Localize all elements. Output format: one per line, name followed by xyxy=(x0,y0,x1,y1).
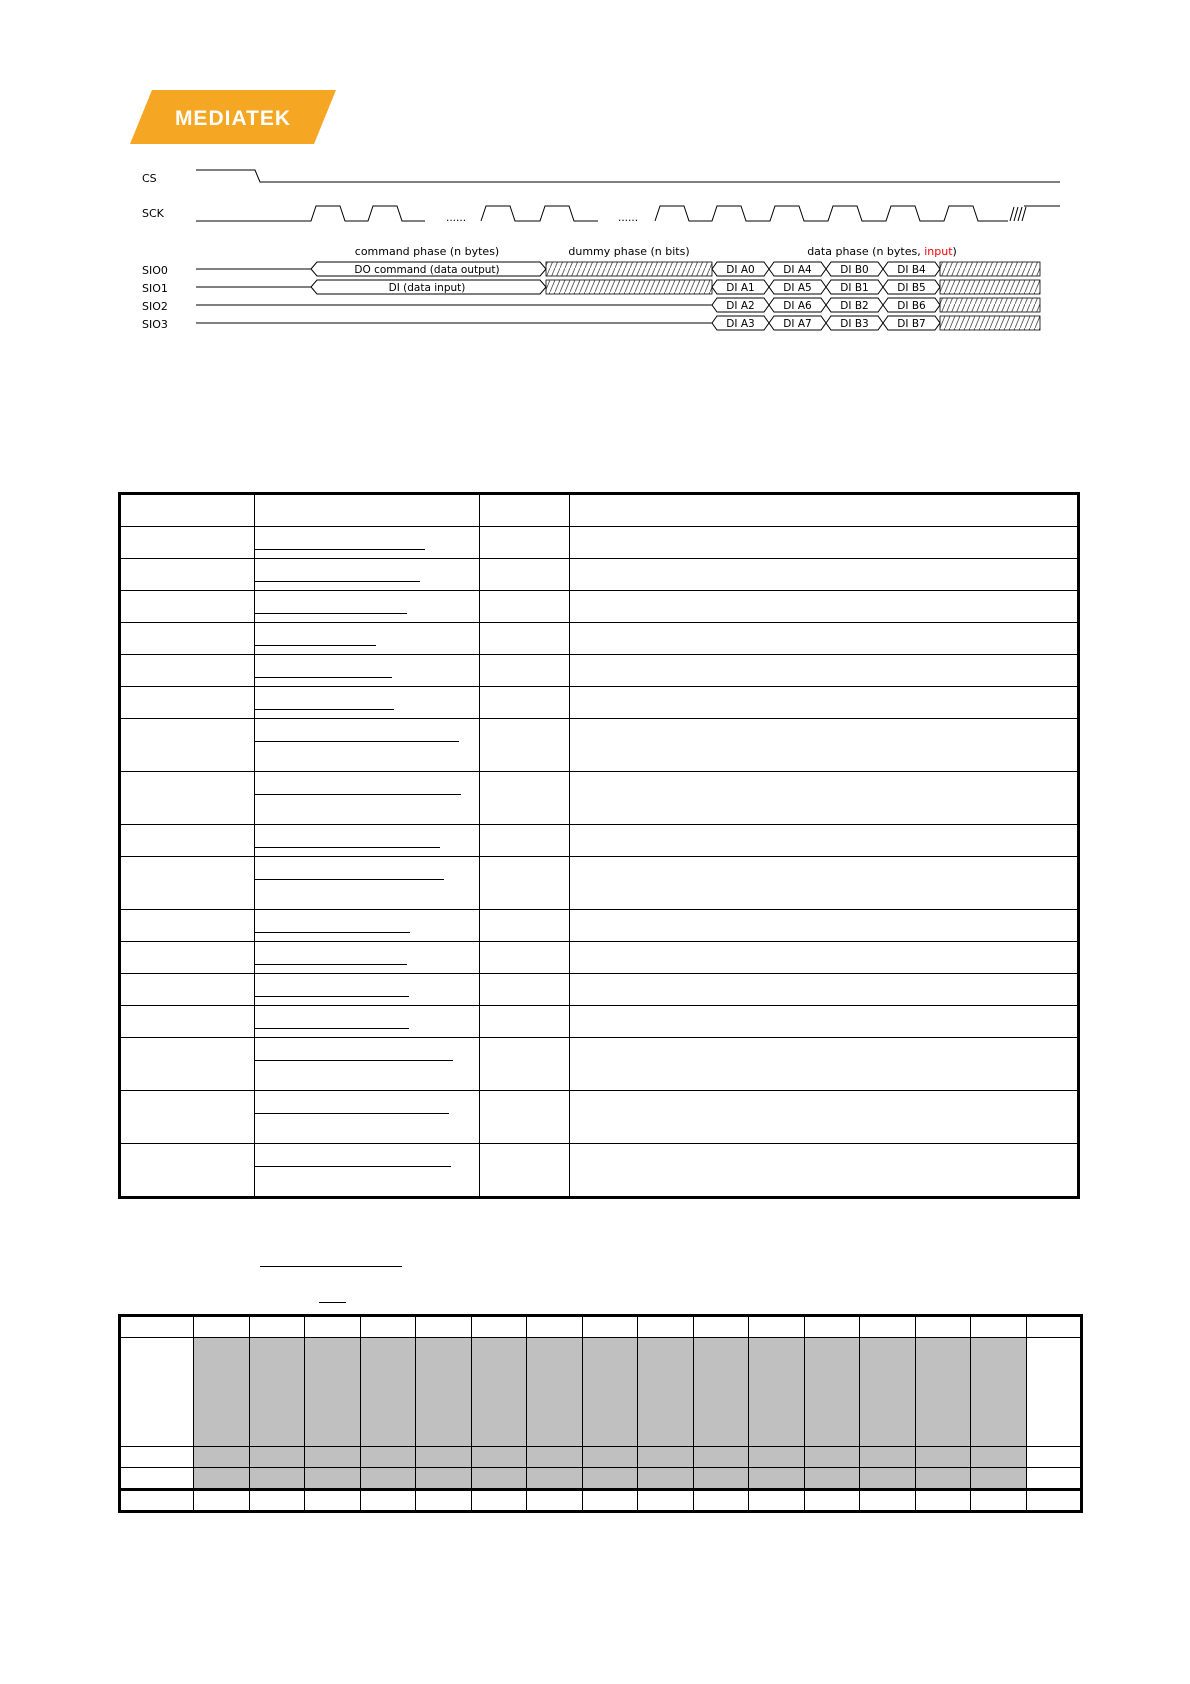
bit-cell xyxy=(249,1468,305,1490)
table-cell xyxy=(120,719,255,772)
cs-waveform xyxy=(196,170,1060,182)
bit-cell xyxy=(749,1468,805,1490)
bit-cell xyxy=(416,1468,472,1490)
table-cell xyxy=(120,857,255,910)
bit-cell xyxy=(804,1316,860,1338)
table-cell xyxy=(480,655,570,687)
table-cell xyxy=(570,1091,1079,1144)
bit-cell xyxy=(860,1316,916,1338)
sck-waveform-2 xyxy=(481,206,598,221)
data-bus-cell-label: DI B5 xyxy=(897,282,926,294)
bit-cell xyxy=(693,1338,749,1447)
table-cell xyxy=(120,1091,255,1144)
table-cell xyxy=(480,1038,570,1091)
bit-cell xyxy=(971,1490,1027,1512)
table-cell xyxy=(480,772,570,825)
table-cell xyxy=(570,591,1079,623)
bit-cell xyxy=(1026,1468,1082,1490)
bit-cell xyxy=(638,1338,694,1447)
bit-cell xyxy=(416,1338,472,1447)
bit-cell xyxy=(360,1468,416,1490)
bit-table-footer-row xyxy=(120,1490,1082,1512)
data-phase-highlight: input xyxy=(924,245,953,258)
bit-cell xyxy=(194,1490,250,1512)
bit-cell xyxy=(471,1338,527,1447)
table-cell xyxy=(255,1144,480,1198)
bit-cell xyxy=(527,1447,583,1468)
sck-hatch-end xyxy=(1010,206,1060,221)
table-row xyxy=(120,974,1079,1006)
table-cell xyxy=(570,857,1079,910)
hyperlink-underline[interactable] xyxy=(255,932,410,933)
table-cell xyxy=(255,910,480,942)
signal-label-sio0: SIO0 xyxy=(142,264,168,277)
bit-cell xyxy=(305,1490,361,1512)
register-table xyxy=(118,492,1080,1199)
bit-cell xyxy=(360,1447,416,1468)
table-cell xyxy=(120,974,255,1006)
bit-cell xyxy=(360,1316,416,1338)
bit-cell xyxy=(915,1468,971,1490)
signal-label-sio2: SIO2 xyxy=(142,300,168,313)
table-cell xyxy=(570,1038,1079,1091)
table-cell xyxy=(570,974,1079,1006)
bit-table-name-row xyxy=(120,1338,1082,1447)
bit-cell xyxy=(971,1468,1027,1490)
bit-cell xyxy=(360,1490,416,1512)
bit-cell xyxy=(527,1316,583,1338)
table-cell xyxy=(480,719,570,772)
data-bus-cell-label: DI A7 xyxy=(783,318,812,330)
bit-cell xyxy=(305,1447,361,1468)
table-row xyxy=(120,1091,1079,1144)
bit-cell xyxy=(971,1316,1027,1338)
bit-cell xyxy=(194,1447,250,1468)
table-cell xyxy=(255,655,480,687)
hyperlink-underline[interactable] xyxy=(255,996,409,997)
hyperlink-underline[interactable] xyxy=(255,741,459,742)
table-cell xyxy=(120,825,255,857)
table-cell xyxy=(570,527,1079,559)
table-cell xyxy=(570,910,1079,942)
bit-cell xyxy=(804,1490,860,1512)
sio1-dummy-hatch xyxy=(546,280,712,294)
table-cell xyxy=(120,1144,255,1198)
table-cell xyxy=(120,1038,255,1091)
bit-cell xyxy=(638,1490,694,1512)
data-bus-cell-label: DI B7 xyxy=(897,318,926,330)
data-phase-label xyxy=(807,245,957,258)
hyperlink-underline[interactable] xyxy=(255,581,420,582)
signal-label-sio1: SIO1 xyxy=(142,282,168,295)
data-bus-cell-label: DI B2 xyxy=(840,300,869,312)
bit-cell xyxy=(527,1490,583,1512)
bit-cell xyxy=(915,1490,971,1512)
bit-cell xyxy=(305,1316,361,1338)
bit-cell xyxy=(860,1468,916,1490)
bit-cell xyxy=(416,1490,472,1512)
table-cell xyxy=(120,623,255,655)
table-cell xyxy=(570,1144,1079,1198)
sck-ellipsis-1: ...... xyxy=(446,212,467,224)
bit-cell xyxy=(582,1316,638,1338)
bit-cell xyxy=(471,1490,527,1512)
bit-cell xyxy=(749,1338,805,1447)
command-phase-label: command phase (n bytes) xyxy=(354,245,500,258)
table-cell xyxy=(255,825,480,857)
bit-cell xyxy=(860,1490,916,1512)
table-cell xyxy=(255,559,480,591)
table-cell xyxy=(120,527,255,559)
header-cell xyxy=(480,494,570,527)
table-row xyxy=(120,1038,1079,1091)
bit-cell xyxy=(120,1447,194,1468)
bit-cell xyxy=(582,1447,638,1468)
logo-text: MEDIATEK xyxy=(174,107,292,130)
table-cell xyxy=(255,687,480,719)
table-row xyxy=(120,910,1079,942)
dummy-phase-label: dummy phase (n bits) xyxy=(568,245,690,258)
bit-cell xyxy=(194,1338,250,1447)
bit-cell xyxy=(120,1490,194,1512)
header-cell xyxy=(570,494,1079,527)
data-bus-cell-label: DI B4 xyxy=(897,264,926,276)
bit-cell xyxy=(1026,1338,1082,1447)
table-cell xyxy=(120,559,255,591)
sck-ellipsis-2: ...... xyxy=(618,212,639,224)
table-cell xyxy=(255,1038,480,1091)
table-row xyxy=(120,719,1079,772)
table-row xyxy=(120,559,1079,591)
data-bus-trailing-hatch xyxy=(940,262,1040,276)
table-cell xyxy=(120,655,255,687)
hyperlink-underline[interactable] xyxy=(255,677,392,678)
data-bus-cell-label: DI A6 xyxy=(783,300,812,312)
table-cell xyxy=(570,687,1079,719)
table-cell xyxy=(255,591,480,623)
table-cell xyxy=(480,1091,570,1144)
sio0-dummy-hatch xyxy=(546,262,712,276)
table-cell xyxy=(255,772,480,825)
bit-cell xyxy=(120,1468,194,1490)
bit-cell xyxy=(749,1447,805,1468)
register-table-header-row xyxy=(120,494,1079,527)
bit-cell xyxy=(249,1338,305,1447)
data-bus-cell-label: DI A0 xyxy=(726,264,755,276)
bit-cell xyxy=(915,1447,971,1468)
data-bus-cell-label: DI B1 xyxy=(840,282,869,294)
hyperlink-underline[interactable] xyxy=(255,1028,409,1029)
bit-cell xyxy=(860,1447,916,1468)
bit-cell xyxy=(804,1338,860,1447)
table-cell xyxy=(570,719,1079,772)
bit-cell xyxy=(249,1316,305,1338)
data-bus-trailing-hatch xyxy=(940,298,1040,312)
bit-cell xyxy=(1026,1490,1082,1512)
table-cell xyxy=(120,772,255,825)
bit-cell xyxy=(971,1447,1027,1468)
signal-label-sck: SCK xyxy=(142,207,164,220)
table-cell xyxy=(255,719,480,772)
data-bus-cell-label: DI B0 xyxy=(840,264,869,276)
hyperlink-underline[interactable] xyxy=(255,1060,453,1061)
table-cell xyxy=(480,1006,570,1038)
bit-cell xyxy=(749,1316,805,1338)
bit-cell xyxy=(416,1316,472,1338)
bit-cell xyxy=(804,1468,860,1490)
bit-field-table xyxy=(118,1314,1083,1513)
bit-cell xyxy=(527,1338,583,1447)
bit-cell xyxy=(693,1447,749,1468)
table-row xyxy=(120,857,1079,910)
signal-label-sio3: SIO3 xyxy=(142,318,168,331)
header-cell xyxy=(255,494,480,527)
bit-cell xyxy=(249,1490,305,1512)
bit-cell xyxy=(360,1338,416,1447)
hyperlink-underline[interactable] xyxy=(255,794,461,795)
table-cell xyxy=(480,1144,570,1198)
table-cell xyxy=(570,1006,1079,1038)
table-cell xyxy=(255,974,480,1006)
bit-cell xyxy=(915,1338,971,1447)
bit-cell xyxy=(120,1338,194,1447)
table-cell xyxy=(255,857,480,910)
bit-cell xyxy=(971,1338,1027,1447)
table-cell xyxy=(480,910,570,942)
data-bus-cell-label: DI B6 xyxy=(897,300,926,312)
data-bus-cell-label: DI B3 xyxy=(840,318,869,330)
data-bus-trailing-hatch xyxy=(940,316,1040,330)
bit-cell xyxy=(749,1490,805,1512)
table-cell xyxy=(480,857,570,910)
table-cell xyxy=(120,687,255,719)
hyperlink-underline[interactable] xyxy=(255,964,407,965)
table-cell xyxy=(120,910,255,942)
bit-cell xyxy=(471,1468,527,1490)
table-cell xyxy=(120,1006,255,1038)
hyperlink-underline[interactable] xyxy=(255,709,394,710)
table-cell xyxy=(570,655,1079,687)
table-row xyxy=(120,623,1079,655)
table-cell xyxy=(570,825,1079,857)
table-row xyxy=(120,591,1079,623)
sck-waveform-3 xyxy=(655,206,1008,221)
data-bus-cell-label: DI A4 xyxy=(783,264,812,276)
table-row xyxy=(120,655,1079,687)
table-row xyxy=(120,527,1079,559)
mediatek-logo xyxy=(130,90,336,144)
bit-cell xyxy=(194,1316,250,1338)
bit-cell xyxy=(471,1316,527,1338)
sio-timing-diagram xyxy=(0,160,1190,340)
data-bus-cell-label: DI A3 xyxy=(726,318,755,330)
bit-cell xyxy=(1026,1447,1082,1468)
hyperlink-underline[interactable] xyxy=(255,549,425,550)
table-cell xyxy=(570,559,1079,591)
bit-cell xyxy=(638,1468,694,1490)
signal-label-cs: CS xyxy=(142,172,157,185)
bit-cell xyxy=(249,1447,305,1468)
bit-cell xyxy=(638,1447,694,1468)
hyperlink-underline[interactable] xyxy=(255,645,376,646)
table-cell xyxy=(480,942,570,974)
table-cell xyxy=(570,623,1079,655)
table-cell xyxy=(480,687,570,719)
bit-cell xyxy=(471,1447,527,1468)
table-cell xyxy=(480,591,570,623)
table-cell xyxy=(570,942,1079,974)
hyperlink-underline-section[interactable] xyxy=(260,1266,402,1267)
table-cell xyxy=(480,527,570,559)
data-bus-trailing-hatch xyxy=(940,280,1040,294)
table-cell xyxy=(480,825,570,857)
data-bus-cell-label: DI A5 xyxy=(783,282,812,294)
table-row xyxy=(120,825,1079,857)
table-cell xyxy=(120,591,255,623)
data-bus-cells xyxy=(712,262,1040,330)
bit-cell xyxy=(120,1316,194,1338)
bit-cell xyxy=(638,1316,694,1338)
sck-waveform-1 xyxy=(196,206,425,221)
table-cell xyxy=(480,559,570,591)
bit-cell xyxy=(693,1316,749,1338)
bit-cell xyxy=(305,1468,361,1490)
sio1-command-text: DI (data input) xyxy=(388,282,466,294)
table-row xyxy=(120,1144,1079,1198)
table-row xyxy=(120,687,1079,719)
bit-cell xyxy=(582,1338,638,1447)
bit-cell xyxy=(416,1447,472,1468)
table-cell xyxy=(255,527,480,559)
bit-cell xyxy=(693,1468,749,1490)
bit-cell xyxy=(804,1447,860,1468)
data-phase-suffix: ) xyxy=(952,245,957,258)
data-bus-cell-label: DI A1 xyxy=(726,282,755,294)
hyperlink-underline-short[interactable] xyxy=(319,1302,346,1303)
data-bus-cell-label: DI A2 xyxy=(726,300,755,312)
bit-table-type-row xyxy=(120,1447,1082,1468)
table-cell xyxy=(480,974,570,1006)
bit-cell xyxy=(693,1490,749,1512)
bit-table-header-row xyxy=(120,1316,1082,1338)
table-row xyxy=(120,1006,1079,1038)
hyperlink-underline[interactable] xyxy=(255,1166,451,1167)
table-cell xyxy=(255,623,480,655)
bit-table-reset-row xyxy=(120,1468,1082,1490)
table-row xyxy=(120,942,1079,974)
header-cell xyxy=(120,494,255,527)
table-cell xyxy=(255,942,480,974)
bit-cell xyxy=(860,1338,916,1447)
hyperlink-underline[interactable] xyxy=(255,1113,449,1114)
bit-cell xyxy=(582,1468,638,1490)
bit-cell xyxy=(194,1468,250,1490)
bit-cell xyxy=(582,1490,638,1512)
table-cell xyxy=(480,623,570,655)
sio0-command-text: DO command (data output) xyxy=(354,264,500,276)
data-phase-prefix: data phase (n bytes, xyxy=(807,245,925,258)
hyperlink-underline[interactable] xyxy=(255,847,440,848)
table-row xyxy=(120,772,1079,825)
table-cell xyxy=(255,1006,480,1038)
table-cell xyxy=(255,1091,480,1144)
bit-cell xyxy=(1026,1316,1082,1338)
hyperlink-underline[interactable] xyxy=(255,879,444,880)
hyperlink-underline[interactable] xyxy=(255,613,407,614)
bit-cell xyxy=(527,1468,583,1490)
table-cell xyxy=(120,942,255,974)
bit-cell xyxy=(305,1338,361,1447)
bit-cell xyxy=(915,1316,971,1338)
table-cell xyxy=(570,772,1079,825)
